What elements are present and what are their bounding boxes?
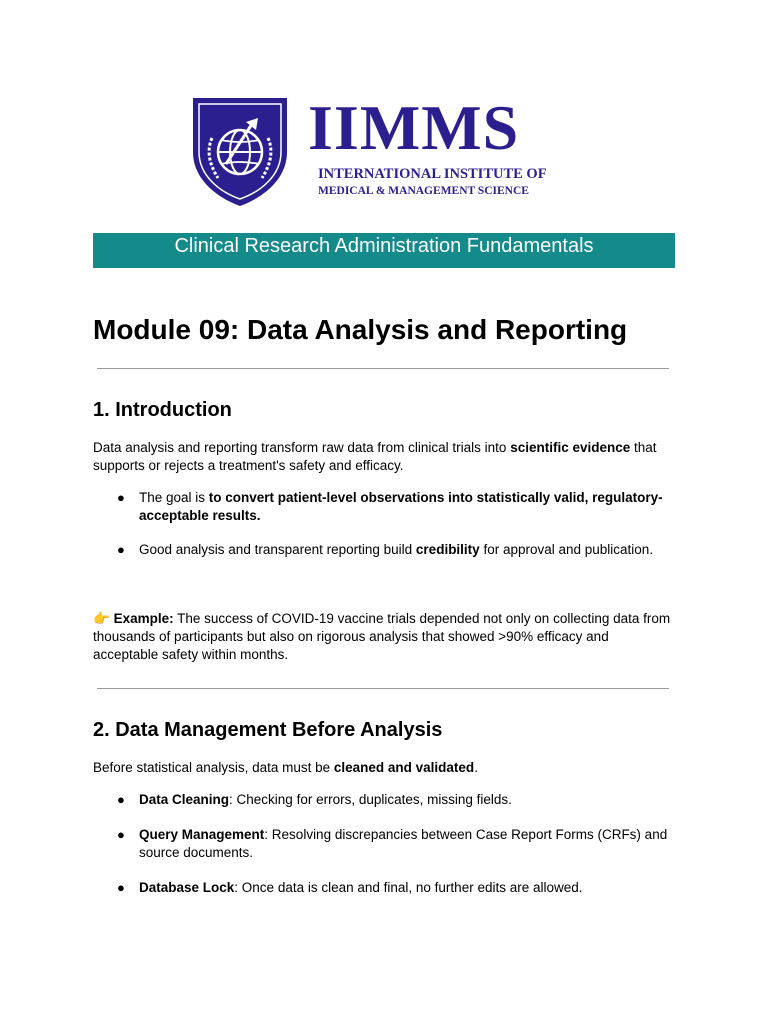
section-divider bbox=[97, 688, 669, 689]
data-management-intro: Before statistical analysis, data must be cleaned and validated. bbox=[93, 760, 478, 775]
section-heading-data-management: 2. Data Management Before Analysis bbox=[93, 719, 443, 741]
institute-name-line2: MEDICAL & MANAGEMENT SCIENCE bbox=[318, 185, 529, 197]
bullet-icon: ● bbox=[117, 827, 125, 842]
institute-logo bbox=[190, 94, 580, 210]
course-banner: Clinical Research Administration Fundamentals bbox=[93, 233, 675, 268]
example-paragraph: 👉 Example: The success of COVID-19 vaccine trials depended not only on collecting data from thousands of participants but also on rigorous analysis that showed >90% efficacy and acceptable safety within months. bbox=[93, 611, 671, 662]
section-heading-introduction: 1. Introduction bbox=[93, 399, 232, 421]
bullet-icon: ● bbox=[117, 792, 125, 807]
bullet-icon: ● bbox=[117, 880, 125, 895]
bullet-icon: ● bbox=[117, 542, 125, 557]
bullet-icon: ● bbox=[117, 490, 125, 505]
shield-globe-emblem-icon bbox=[190, 94, 290, 208]
brand-name: IIMMS bbox=[308, 92, 520, 163]
pointing-hand-icon: 👉 bbox=[93, 611, 110, 626]
institute-name-line1: INTERNATIONAL INSTITUTE OF bbox=[318, 166, 547, 182]
module-title: Module 09: Data Analysis and Reporting bbox=[93, 314, 628, 345]
section-divider bbox=[97, 368, 669, 369]
intro-paragraph: Data analysis and reporting transform raw data from clinical trials into scientific evidence that supports or rejects a treatment's safety and efficacy. bbox=[93, 440, 657, 473]
